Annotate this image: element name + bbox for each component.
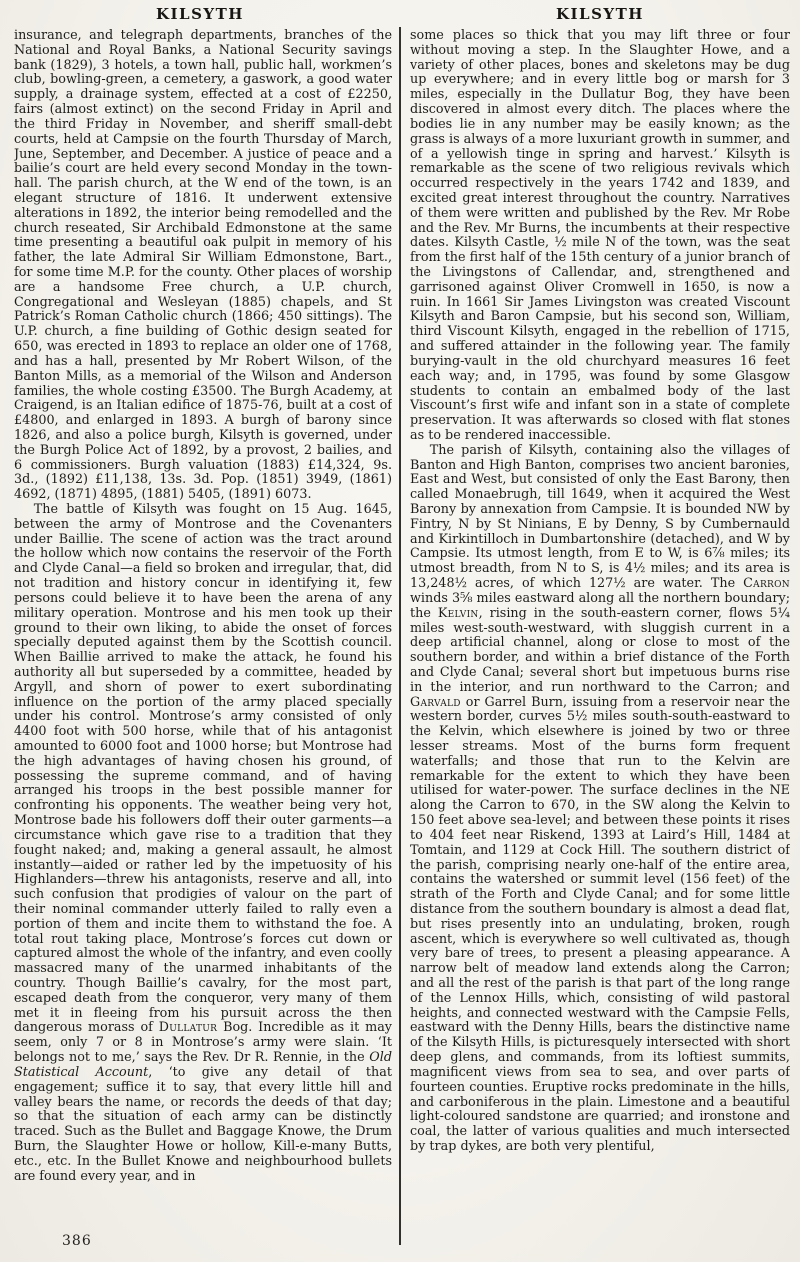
text-column-left — [14, 29, 392, 1241]
text-segment: The parish of Kilsyth, containing also the villages of Banton and High Banton, comprises two ancient baronies, East and West, but consisted of only the East Barony, then called Monaebrugh, till 1649, when it acquired the West Barony by annexation from Campsie. It is bounded NW by Fintry, N by St Ninians, E by Denny, S by Cumbernauld and Kirkintilloch in Dumbartonshire (detached), and W by Campsie. Its utmost length, from E to W, is 6⅞ miles; its utmost breadth, from N to S, is 4½ miles; and its area is 13,248½ acres, of which 127½ are water. The — [410, 442, 790, 592]
running-head-left: KILSYTH — [156, 5, 244, 23]
text-column-right — [410, 29, 790, 1241]
text-segment: some places so thick that you may lift three or four without moving a step. In the Slaughter Howe, and a variety of other places, bones and skeletons may be dug up everywhere; and in every little bog or marsh for 3 miles, especially in the Dullatur Bog, they have been discovered in almost every ditch. The places where the bodies lie in any number may be easily known; as the grass is always of a more luxuriant growth in summer, and of a yellowish tinge in spring and harvest.’ Kilsyth is remarkable as the scene of two religious revivals which occurred respectively in the years 1742 and 1839, and excited great interest throughout the country. Narratives of them were written and published by the Rev. Mr Robe and the Rev. Mr Burns, the incumbents at their respective dates. Kilsyth Castle, ½ mile N of the town, was the seat from the first half of the 15th century of a junior branch of the Livingstons of Callendar, and, strengthened and garrisoned against Oliver Cromwell in 1650, is now a ruin. In 1661 Sir James Livingston was created Viscount Kilsyth and Baron Campsie, but his second son, William, third Viscount Kilsyth, engaged in the rebellion of 1715, and suffered attainder in the following year. The family burying-vault in the old churchyard measures 16 feet each way; and, in 1795, was found by some Glasgow students to contain an embalmed body of the last Viscount’s first wife and infant son in a state of complete preservation. It was afterwards so closed with flat stones as to be rendered inaccessible. — [410, 29, 790, 443]
running-head-right: KILSYTH — [556, 5, 644, 23]
text-segment: insurance, and telegraph departments, branches of the National and Royal Banks, a National Security savings bank (1829), 3 hotels, a town hall, public hall, workmen’s club, bowling-green, a cemetery, a gaswork, a good water supply, a drainage system, effected at a cost of £2250, fairs (almost extinct) on the second Friday in April and the third Friday in November, and sheriff small-debt courts, held at Campsie on the fourth Thursday of March, June, September, and December. A justice of peace and a bailie’s court are held every second Monday in the town-hall. The parish church, at the W end of the town, is an elegant structure of 1816. It underwent extensive alterations in 1892, the interior being remodelled and the church reseated, Sir Archibald Edmonstone at the same time presenting a beautiful oak pulpit in memory of his father, the late Admiral Sir William Edmonstone, Bart., for some time M.P. for the county. Other places of worship are a handsome Free church, a U.P. church, Congregational and Wesleyan (1885) chapels, and St Patrick’s Roman Catholic church (1866; 450 sittings). The U.P. church, a fine building of Gothic design seated for 650, was erected in 1893 to replace an older one of 1768, and has a hall, presented by Mr Robert Wilson, of the Banton Mills, as a memorial of the Wilson and Anderson families, the whole costing £3500. The Burgh Academy, at Craigend, is an Italian edifice of 1875-76, built at a cost of £4800, and enlarged in 1893. A burgh of barony since 1826, and also a police burgh, Kilsyth is governed, under the Burgh Police Act of 1892, by a provost, 2 bailies, and 6 commissioners. Burgh valuation (1883) £14,324, 9s. 3d., (1892) £11,138, 13s. 3d. Pop. (1851) 3949, (1861) 4692, (1871) 4895, (1881) 5405, (1891) 6073. — [14, 29, 392, 503]
page-number: 386 — [62, 1233, 92, 1249]
paragraph — [410, 444, 790, 1155]
smallcaps-text-segment: Kelvin — [437, 605, 479, 621]
paragraph — [14, 29, 392, 503]
text-segment: , ‘to give any detail of that engagement; suffice it to say, that every little hill and valley bears the name, or records the deeds of that day; so that the situation of each army can be distinctly traced. Such as the Bullet and Baggage Knowe, the Drum Burn, the Slaughter Howe or hollow, Kill-e-many Butts, etc., etc. In the Bullet Knowe and neighbourhood bullets are found every year, and in — [14, 1064, 392, 1184]
column-divider-rule — [399, 27, 401, 1245]
text-segment: The battle of Kilsyth was fought on 15 Aug. 1645, between the army of Montrose and the Covenanters under Baillie. The scene of action was the tract around the hollow which now contains the reservoir of the Forth and Clyde Canal—a field so broken and irregular, that, did not tradition and history concur in identifying it, few persons could believe it to have been the arena of any military operation. Montrose and his men took up their ground to their own liking, to abide the onset of forces specially deputed against them by the Scottish council. When Baillie arrived to make the attack, he found his authority all but superseded by a committee, headed by Argyll, and shorn of power to exert subordinating influence on the portion of the army placed specially under his control. Montrose’s army consisted of only 4400 foot with 500 horse, while that of his antagonist amounted to 6000 foot and 1000 horse; but Montrose had the high advantages of having chosen his ground, of possessing the supreme command, and of having arranged his troops in the best possible manner for confronting his opponents. The weather being very hot, Montrose bade his followers doff their outer garments—a circumstance which gave rise to a tradition that they fought naked; and, making a general assault, he almost instantly—aided or rather led by the impetuosity of his Highlanders—threw his antagonists, reserve and all, into such confusion that prodigies of valour on the part of their nominal commander utterly failed to rally even a portion of them and incite them to withstand the foe. A total rout taking place, Montrose’s forces cut down or captured almost the whole of the infantry, and even coolly massacred many of the unarmed inhabitants of the country. Though Baillie’s cavalry, for the most part, escaped death from the conqueror, very many of them met it in fleeing from his pursuit across the then dangerous morass of — [14, 502, 392, 1036]
smallcaps-text-segment: Dullatur — [158, 1020, 218, 1036]
paragraph — [410, 29, 790, 444]
paragraph — [14, 503, 392, 1184]
text-segment: winds 3⅝ miles eastward along all the northern boundary; the — [410, 590, 790, 621]
italic-text-segment: Old Statistical Account — [14, 1050, 392, 1080]
smallcaps-text-segment: Garvald — [410, 694, 461, 710]
smallcaps-text-segment: Carron — [743, 576, 790, 592]
text-segment: Bog. Incredible as it may seem, only 7 or 8 in Montrose’s army were slain. ‘It belongs not to me,’ says the Rev. Dr R. Rennie, in the — [14, 1020, 392, 1066]
text-segment: or Garrel Burn, issuing from a reservoir near the western border, curves 5½ miles south-south-eastward to the Kelvin, which elsewhere is joined by two or three lesser streams. Most of the burns form frequent waterfalls; and those that run to the Kelvin are remarkable for the extent to which they have been utilised for water-power. The surface declines in the NE along the Carron to 670, in the SW along the Kelvin to 150 feet above sea-level; and between these points it rises to 404 feet near Riskend, 1393 at Laird’s Hill, 1484 at Tomtain, and 1129 at Cock Hill. The southern district of the parish, comprising nearly one-half of the entire area, contains the watershed or summit level (156 feet) of the strath of the Forth and Clyde Canal; and for some little distance from the southern boundary is almost a dead flat, but rises presently into an undulating, broken, rough ascent, which is everywhere so well cultivated as, though very bare of trees, to present a pleasing appearance. A narrow belt of meadow land extends along the Carron; and all the rest of the parish is that part of the long range of the Lennox Hills, which, consisting of wild pastoral heights, and connected westward with the Campsie Fells, eastward with the Denny Hills, bears the distinctive name of the Kilsyth Hills, is picturesquely intersected with short deep glens, and commands, from its loftiest summits, magnificent views from sea to sea, and over parts of fourteen counties. Eruptive rocks predominate in the hills, and carboniferous in the plain. Limestone and a beautiful light-coloured sandstone are quarried; and ironstone and coal, the latter of various qualities and much intersected by trap dykes, are both very plentiful, — [410, 694, 790, 1154]
text-segment: , rising in the south-eastern corner, flows 5¼ miles west-south-westward, with sluggish current in a deep artificial channel, along or close to most of the southern border, and within a brief distance of the Forth and Clyde Canal; several short but impetuous burns rise in the interior, and run northward to the Carron; and — [410, 605, 790, 695]
